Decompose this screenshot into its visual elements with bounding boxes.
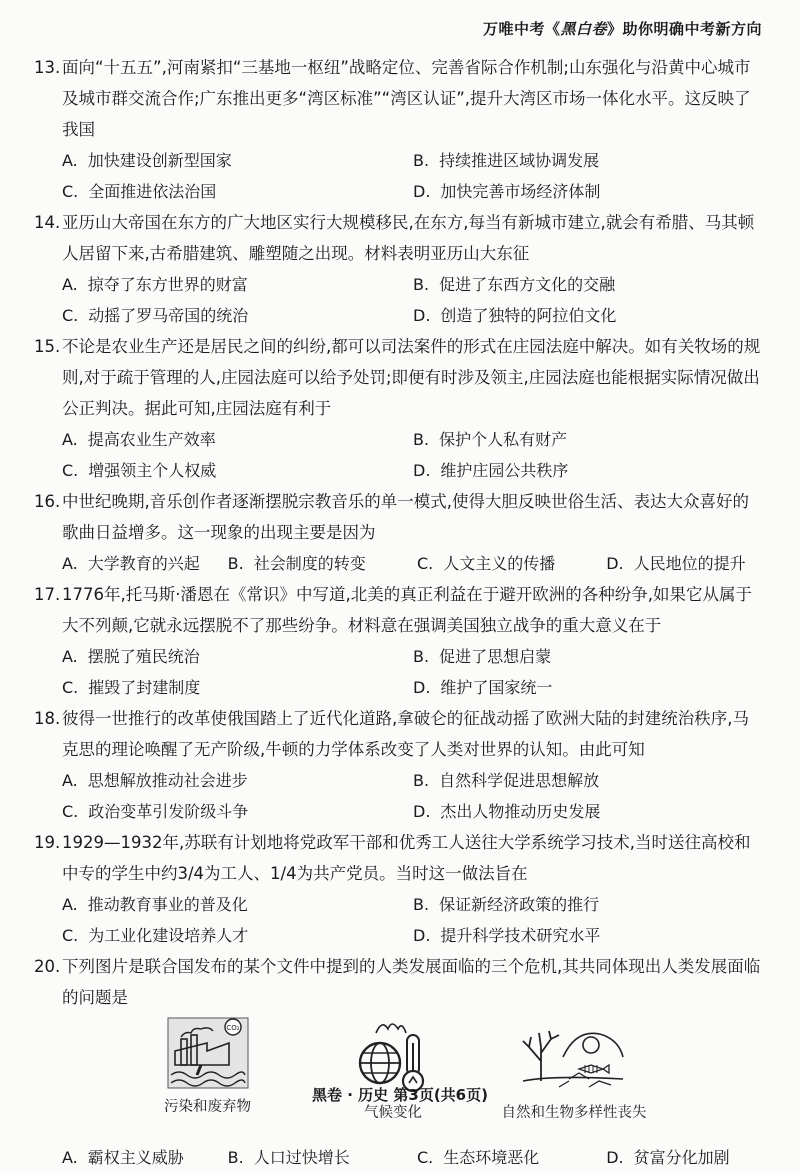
figure-climate [352, 1017, 434, 1122]
header-prefix: 万唯中考《 [482, 20, 561, 38]
option-d: D. 贫富分化加剧 [606, 1148, 730, 1167]
question-number: 18. [34, 709, 61, 728]
question-number: 14. [34, 213, 61, 232]
factory-pollution-icon [167, 1017, 249, 1089]
question-stem: 中世纪晚期,音乐创作者逐渐摆脱宗教音乐的单一模式,使得大胆反映世俗生活、表达大众喜好的歌曲日益增多。这一现象的出现主要是因为 [62, 492, 749, 542]
header-brand: 黑白卷 [560, 20, 607, 38]
option-a: A. 大学教育的兴起 [62, 554, 200, 573]
question-16 [34, 486, 764, 579]
question-number: 13. [34, 58, 61, 77]
page-header [483, 18, 762, 39]
option-c: C. 摧毁了封建制度 [62, 678, 201, 697]
question-list [34, 52, 764, 1173]
option-d: D. 创造了独特的阿拉伯文化 [413, 306, 617, 325]
question-14 [34, 207, 764, 331]
option-d: D. 加快完善市场经济体制 [413, 182, 601, 201]
question-stem: 彼得一世推行的改革使俄国踏上了近代化道路,拿破仑的征战动摇了欧洲大陆的封建统治秩序,马克思的理论唤醒了无产阶级,牛顿的力学体系改变了人类对世界的认知。由此可知 [62, 709, 749, 759]
option-c: C. 增强领主个人权威 [62, 461, 217, 480]
figure-biodiversity [474, 1017, 674, 1122]
option-a: A. 思想解放推动社会进步 [62, 771, 248, 790]
option-b: B. 社会制度的转变 [227, 554, 366, 573]
question-20 [34, 951, 764, 1173]
option-c: C. 人文主义的传播 [416, 554, 556, 573]
option-b: B. 促进了思想启蒙 [413, 647, 552, 666]
option-b: B. 保护个人私有财产 [413, 430, 568, 449]
page-footer: 黑卷 · 历史 第3页(共6页) [312, 1086, 488, 1104]
question-number: 20. [34, 957, 61, 976]
option-b: B. 促进了东西方文化的交融 [413, 275, 616, 294]
question-stem: 面向“十五五”,河南紧扣“三基地一枢纽”战略定位、完善省际合作机制;山东强化与沿黄中心城市及城市群交流合作;广东推出更多“湾区标准”“湾区认证”,提升大湾区市场一体化水平。这反映了我国 [62, 58, 751, 139]
option-d: D. 提升科学技术研究水平 [413, 926, 601, 945]
figure-caption: 气候变化 [364, 1105, 422, 1121]
option-c: C. 全面推进依法治国 [62, 182, 217, 201]
option-d: D. 维护了国家统一 [413, 678, 553, 697]
question-number: 19. [34, 833, 61, 852]
question-19 [34, 827, 764, 951]
option-d: D. 人民地位的提升 [606, 554, 746, 573]
option-d: D. 杰出人物推动历史发展 [413, 802, 601, 821]
option-c: C. 生态环境恶化 [416, 1148, 540, 1167]
question-number: 17. [34, 585, 61, 604]
option-a: A. 推动教育事业的普及化 [62, 895, 248, 914]
svg-text:CO₂: CO₂ [225, 1024, 240, 1032]
option-a: A. 霸权主义威胁 [62, 1148, 184, 1167]
option-c: C. 动摇了罗马帝国的统治 [62, 306, 249, 325]
question-stem: 不论是农业生产还是居民之间的纠纷,都可以司法案件的形式在庄园法庭中解决。如有关牧场的规则,对于疏于管理的人,庄园法庭可以给予处罚;即便有时涉及领主,庄园法庭也能根据实际情况做出公正判决。据此可知,庄园法庭有利于 [62, 337, 761, 418]
header-suffix: 》助你明确中考新方向 [606, 20, 762, 38]
question-stem: 1929—1932年,苏联有计划地将党政军干部和优秀工人送往大学系统学习技术,当时送往高校和中专的学生中约3/4为工人、1/4为共产党员。当时这一做法旨在 [62, 833, 751, 883]
option-d: D. 维护庄园公共秩序 [413, 461, 569, 480]
figure-row [34, 1017, 764, 1142]
question-stem: 下列图片是联合国发布的某个文件中提到的人类发展面临的三个危机,其共同体现出人类发展面临的问题是 [62, 957, 761, 1007]
option-b: B. 保证新经济政策的推行 [413, 895, 600, 914]
question-stem: 1776年,托马斯·潘恩在《常识》中写道,北美的真正利益在于避开欧洲的各种纷争,如果它从属于大不列颠,它就永远摆脱不了那些纷争。材料意在强调美国独立战争的重大意义在于 [62, 585, 752, 635]
question-18 [34, 703, 764, 827]
option-b: B. 持续推进区域协调发展 [413, 151, 600, 170]
question-15 [34, 331, 764, 486]
question-number: 15. [34, 337, 61, 356]
option-a: A. 提高农业生产效率 [62, 430, 216, 449]
option-b: B. 人口过快增长 [227, 1148, 350, 1167]
option-a: A. 加快建设创新型国家 [62, 151, 232, 170]
option-a: A. 摆脱了殖民统治 [62, 647, 200, 666]
question-number: 16. [34, 492, 61, 511]
option-a: A. 掠夺了东方世界的财富 [62, 275, 248, 294]
option-c: C. 政治变革引发阶级斗争 [62, 802, 249, 821]
option-b: B. 自然科学促进思想解放 [413, 771, 600, 790]
question-stem: 亚历山大帝国在东方的广大地区实行大规模移民,在东方,每当有新城市建立,就会有希腊、马其顿人居留下来,古希腊建筑、雕塑随之出现。材料表明亚历山大东征 [62, 213, 755, 263]
question-13 [34, 52, 764, 207]
option-c: C. 为工业化建设培养人才 [62, 926, 249, 945]
question-17 [34, 579, 764, 703]
figure-caption: 污染和废弃物 [164, 1099, 251, 1115]
figure-caption: 自然和生物多样性丧失 [501, 1105, 647, 1121]
